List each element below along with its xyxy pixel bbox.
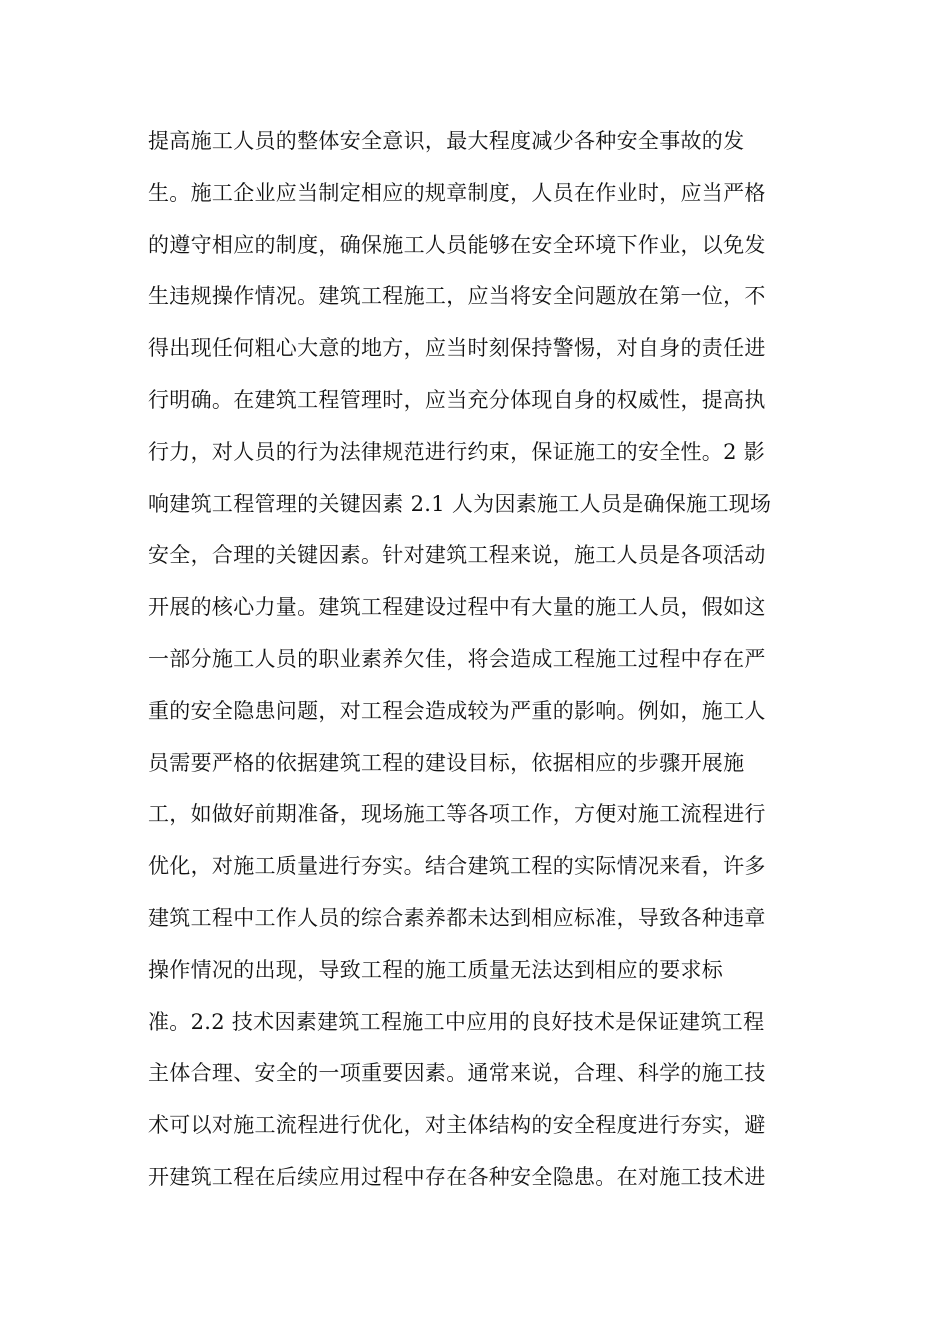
text-line: 开展的核心力量。建筑工程建设过程中有大量的施工人员，假如这: [148, 595, 766, 620]
text-line: 术可以对施工流程进行优化，对主体结构的安全程度进行夯实，避: [148, 1113, 766, 1138]
text-line: 工，如做好前期准备，现场施工等各项工作，方便对施工流程进行: [148, 802, 766, 827]
text-line: 提高施工人员的整体安全意识，最大程度减少各种安全事故的发: [148, 129, 745, 153]
text-line: 生违规操作情况。建筑工程施工，应当将安全问题放在第一位，不: [148, 284, 766, 309]
text-line: 安全，合理的关键因素。针对建筑工程来说，施工人员是各项活动: [148, 543, 766, 568]
text-line: 行力，对人员的行为法律规范进行约束，保证施工的安全性。2 影: [148, 439, 766, 464]
text-line: 的遵守相应的制度，确保施工人员能够在安全环境下作业，以免发: [148, 232, 766, 257]
text-line: 主体合理、安全的一项重要因素。通常来说，合理、科学的施工技: [148, 1061, 766, 1086]
text-line: 响建筑工程管理的关键因素 2.1 人为因素施工人员是确保施工现场: [148, 491, 772, 516]
text-line: 行明确。在建筑工程管理时，应当充分体现自身的权威性，提高执: [148, 387, 766, 412]
text-line: 优化，对施工质量进行夯实。结合建筑工程的实际情况来看，许多: [148, 854, 766, 879]
text-line: 一部分施工人员的职业素养欠佳，将会造成工程施工过程中存在严: [148, 646, 766, 671]
text-line: 开建筑工程在后续应用过程中存在各种安全隐患。在对施工技术进: [148, 1164, 766, 1189]
body-text: [148, 116, 808, 1204]
text-line: 重的安全隐患问题，对工程会造成较为严重的影响。例如，施工人: [148, 698, 766, 723]
text-line: 得出现任何粗心大意的地方，应当时刻保持警惕，对自身的责任进: [148, 336, 766, 361]
text-line: 操作情况的出现，导致工程的施工质量无法达到相应的要求标: [148, 957, 724, 982]
text-line: 建筑工程中工作人员的综合素养都未达到相应标准，导致各种违章: [148, 905, 766, 930]
text-line: 生。施工企业应当制定相应的规章制度，人员在作业时，应当严格: [148, 180, 766, 205]
text-line: 员需要严格的依据建筑工程的建设目标，依据相应的步骤开展施: [148, 750, 745, 775]
text-line: 准。2.2 技术因素建筑工程施工中应用的良好技术是保证建筑工程: [148, 1009, 765, 1034]
